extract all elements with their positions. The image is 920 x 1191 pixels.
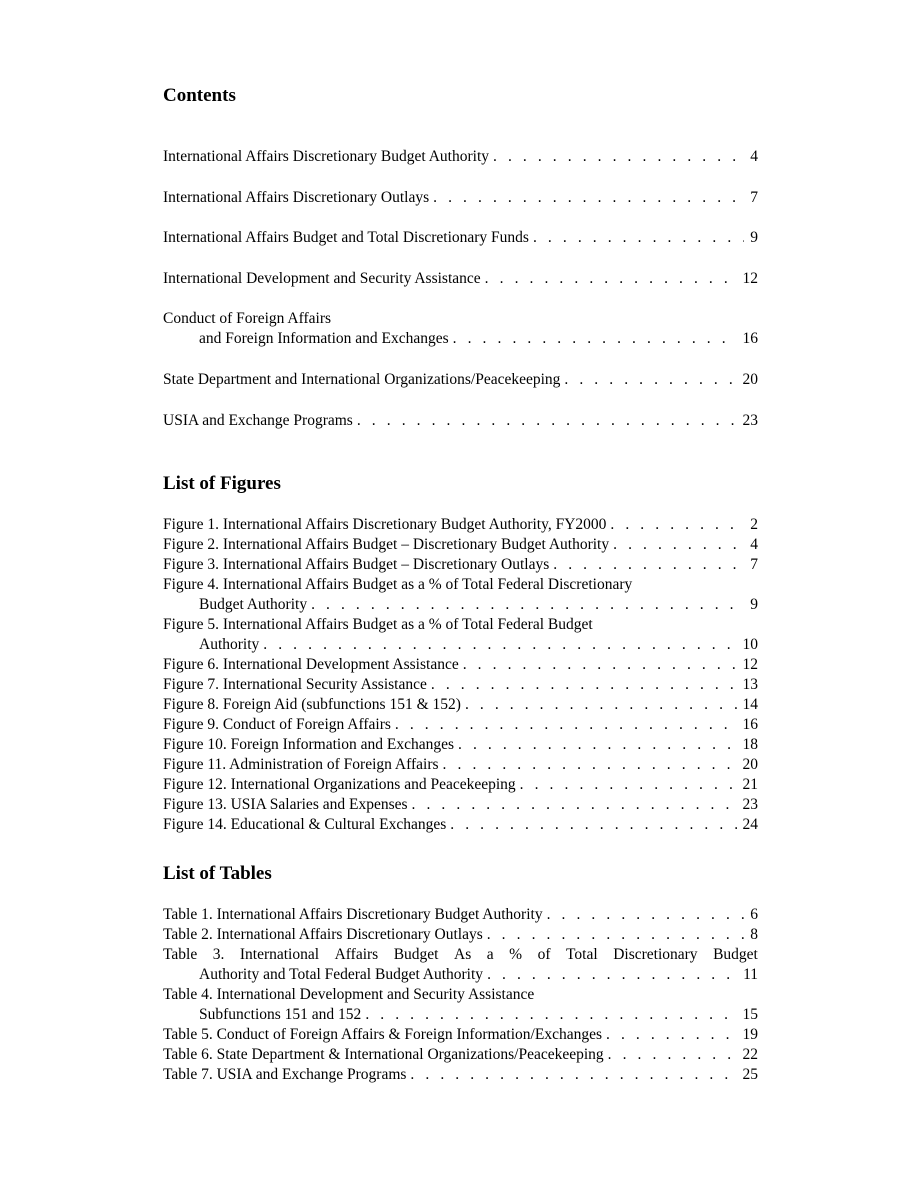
entry-page: 25 — [742, 1066, 758, 1083]
leader-dots — [610, 515, 744, 535]
entry-title-word: 3. — [212, 946, 225, 963]
entry-title: Figure 8. Foreign Aid (subfunctions 151 & 152) — [163, 696, 461, 713]
entry-title: Table 5. Conduct of Foreign Affairs & Foreign Information/Exchanges — [163, 1026, 602, 1043]
leader-dots — [485, 269, 737, 289]
entry-page: 16 — [742, 716, 758, 733]
contents-entry[interactable] — [163, 309, 758, 349]
leader-dots — [547, 905, 745, 925]
table-entry[interactable] — [163, 925, 758, 945]
leader-dots — [606, 1025, 737, 1045]
figure-entry[interactable] — [163, 715, 758, 735]
entry-page: 12 — [742, 656, 758, 673]
leader-dots — [564, 370, 736, 390]
entry-title: Figure 1. International Affairs Discretionary Budget Authority, FY2000 — [163, 516, 607, 533]
figure-entry[interactable] — [163, 575, 758, 595]
entry-title: Table 6. State Department & International Organizations/Peacekeeping — [163, 1046, 604, 1063]
entry-page: 8 — [750, 926, 758, 943]
leader-dots — [613, 535, 744, 555]
entry-page: 11 — [743, 966, 758, 983]
entry-title: Figure 5. International Affairs Budget as a % of Total Federal Budget — [163, 616, 593, 633]
entry-title-word: Table — [163, 946, 198, 963]
contents-entry[interactable] — [163, 370, 758, 390]
table-entry-continued[interactable] — [163, 1005, 758, 1025]
entry-title: Table 4. International Development and Security Assistance — [163, 986, 535, 1003]
entry-page: 23 — [742, 796, 758, 813]
entry-title-continued: Subfunctions 151 and 152 — [199, 1006, 362, 1023]
leader-dots — [311, 595, 744, 615]
entry-title-word: of — [537, 946, 551, 963]
entry-title-word: Budget — [393, 946, 439, 963]
entry-page: 7 — [750, 189, 758, 206]
figure-entry[interactable] — [163, 695, 758, 715]
entry-title: Figure 7. International Security Assistance — [163, 676, 427, 693]
entry-title: International Affairs Discretionary Outlays — [163, 189, 430, 206]
tables-list — [163, 905, 758, 1085]
leader-dots — [520, 775, 737, 795]
entry-page: 21 — [742, 776, 758, 793]
contents-entry[interactable] — [163, 188, 758, 208]
leader-dots — [365, 1005, 736, 1025]
entry-title-word: Budget — [713, 946, 758, 963]
leader-dots — [357, 411, 737, 431]
entry-page: 16 — [742, 330, 758, 347]
entry-title-word: As — [454, 946, 472, 963]
entry-page: 23 — [742, 412, 758, 429]
entry-page: 14 — [742, 696, 758, 713]
entry-page: 15 — [742, 1006, 758, 1023]
entry-title-word: Discretionary — [613, 946, 698, 963]
entry-page: 20 — [742, 371, 758, 388]
figure-entry[interactable] — [163, 795, 758, 815]
entry-page: 10 — [742, 636, 758, 653]
entry-page: 13 — [742, 676, 758, 693]
table-entry-continued[interactable] — [163, 965, 758, 985]
entry-title: Table 2. International Affairs Discretionary Outlays — [163, 926, 483, 943]
figure-entry-continued[interactable] — [163, 635, 758, 655]
entry-title: Table 1. International Affairs Discretionary Budget Authority — [163, 906, 543, 923]
entry-title: Figure 6. International Development Assistance — [163, 656, 459, 673]
leader-dots — [463, 655, 737, 675]
leader-dots — [458, 735, 737, 755]
figures-list — [163, 515, 758, 835]
entry-title-word: Affairs — [334, 946, 379, 963]
leader-dots — [493, 147, 744, 167]
entry-title: International Affairs Discretionary Budget Authority — [163, 148, 489, 165]
figure-entry[interactable] — [163, 555, 758, 575]
entry-page: 19 — [742, 1026, 758, 1043]
entry-page: 4 — [750, 148, 758, 165]
figure-entry[interactable] — [163, 735, 758, 755]
table-entry[interactable] — [163, 945, 758, 965]
entry-page: 4 — [750, 536, 758, 553]
leader-dots — [431, 675, 737, 695]
entry-title: State Department and International Organizations/Peacekeeping — [163, 371, 561, 388]
entry-title: International Affairs Budget and Total Discretionary Funds — [163, 229, 529, 246]
figure-entry[interactable] — [163, 755, 758, 775]
leader-dots — [263, 635, 736, 655]
entry-title-word: International — [239, 946, 320, 963]
leader-dots — [395, 715, 737, 735]
figure-entry[interactable] — [163, 535, 758, 555]
contents-entry[interactable] — [163, 411, 758, 431]
entry-title: Figure 10. Foreign Information and Exchanges — [163, 736, 454, 753]
figure-entry[interactable] — [163, 515, 758, 535]
leader-dots — [487, 925, 745, 945]
figure-entry[interactable] — [163, 615, 758, 635]
entry-page: 6 — [750, 906, 758, 923]
entry-page: 2 — [750, 516, 758, 533]
leader-dots — [450, 815, 736, 835]
entry-page: 24 — [742, 816, 758, 833]
entry-title: Figure 3. International Affairs Budget – Discretionary Outlays — [163, 556, 550, 573]
entry-title: Figure 4. International Affairs Budget as a % of Total Federal Discretionary — [163, 576, 633, 593]
figures-heading: List of Figures — [163, 473, 281, 494]
entry-page: 7 — [750, 556, 758, 573]
entry-title: Figure 14. Educational & Cultural Exchanges — [163, 816, 447, 833]
entry-title-continued: Authority and Total Federal Budget Authority — [199, 966, 484, 983]
contents-entry[interactable] — [163, 147, 758, 167]
figure-entry-continued[interactable] — [163, 595, 758, 615]
entry-title-word: Total — [566, 946, 598, 963]
entry-title: Table 7. USIA and Exchange Programs — [163, 1066, 407, 1083]
leader-dots — [533, 228, 744, 248]
figure-entry[interactable] — [163, 815, 758, 835]
leader-dots — [443, 755, 737, 775]
leader-dots — [410, 1065, 736, 1085]
leader-dots — [433, 188, 744, 208]
figure-entry[interactable] — [163, 775, 758, 795]
entry-title: Figure 2. International Affairs Budget – Discretionary Budget Authority — [163, 536, 610, 553]
entry-page: 9 — [750, 229, 758, 246]
table-entry[interactable] — [163, 1065, 758, 1085]
entry-title: Figure 11. Administration of Foreign Affairs — [163, 756, 439, 773]
entry-page: 20 — [742, 756, 758, 773]
entry-title-continued: and Foreign Information and Exchanges — [199, 330, 449, 347]
entry-title: International Development and Security Assistance — [163, 270, 481, 287]
contents-entry[interactable] — [163, 269, 758, 289]
tables-heading: List of Tables — [163, 863, 272, 884]
leader-dots — [453, 329, 737, 349]
entry-page: 18 — [742, 736, 758, 753]
leader-dots — [465, 695, 737, 715]
entry-page: 22 — [742, 1046, 758, 1063]
table-entry[interactable] — [163, 905, 758, 925]
table-entry[interactable] — [163, 985, 758, 1005]
contents-heading: Contents — [163, 85, 236, 106]
figure-entry[interactable] — [163, 675, 758, 695]
figure-entry[interactable] — [163, 655, 758, 675]
entry-title-continued: Authority — [199, 636, 260, 653]
leader-dots — [608, 1045, 737, 1065]
entry-page: 12 — [742, 270, 758, 287]
entry-title: Figure 9. Conduct of Foreign Affairs — [163, 716, 391, 733]
entry-page: 9 — [750, 596, 758, 613]
entry-title: Figure 12. International Organizations and Peacekeeping — [163, 776, 516, 793]
leader-dots — [487, 965, 737, 985]
entry-title-word: a — [486, 946, 494, 963]
entry-title: USIA and Exchange Programs — [163, 412, 353, 429]
contents-entry[interactable] — [163, 228, 758, 248]
entry-title: Conduct of Foreign Affairs — [163, 310, 332, 327]
table-entry[interactable] — [163, 1025, 758, 1045]
leader-dots — [412, 795, 737, 815]
entry-title: Figure 13. USIA Salaries and Expenses — [163, 796, 408, 813]
table-entry[interactable] — [163, 1045, 758, 1065]
entry-title-word: % — [509, 946, 523, 963]
leader-dots — [553, 555, 744, 575]
entry-title-continued: Budget Authority — [199, 596, 308, 613]
